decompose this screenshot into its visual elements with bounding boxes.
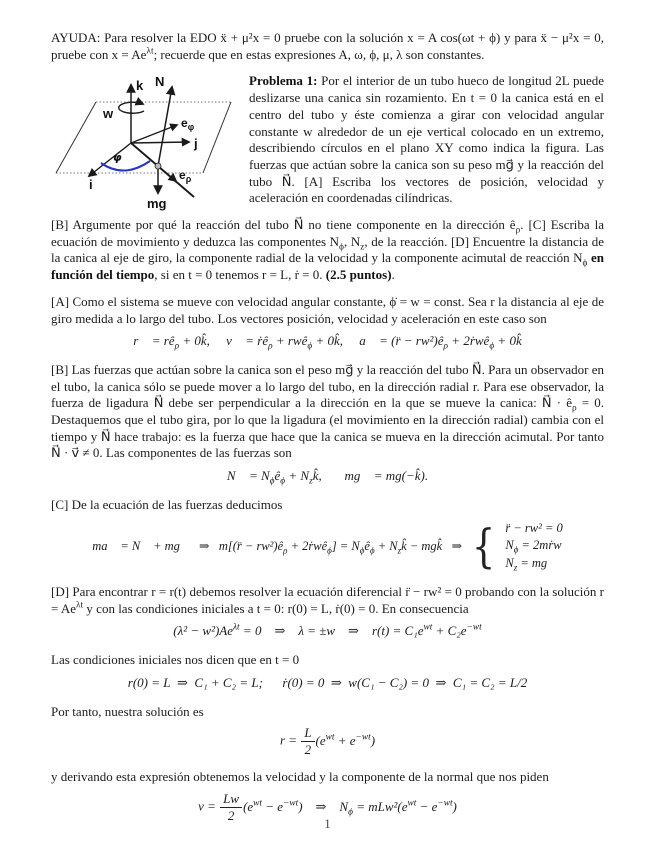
e-rho-arrow [158, 166, 176, 181]
solution-a-paragraph: [A] Como el sistema se mueve con velocidad angular constante, ϕ̇ = w = const. Sea r la distancia al eje de giro medida a lo largo del tubo. Los vectores posición, velocidad y aceleración en este caso son [51, 293, 604, 326]
problema-text: Por el interior de un tubo hueco de longitud 2L puede deslizarse una canica sin rozamiento. En t = 0 la canica está en el centro del tubo y éste comienza a girar con velocidad angular constante w alrededor de un eje vertical colocado en un extremo, describiendo círculos en el plano XY como indica la figura. Las fuerzas que actúan sobre la canica son su peso mg⃗ y la reacción del tubo N⃗. [A] Escriba los vectores de posición, velocidad y aceleración en coordenadas cilíndricas. [249, 73, 605, 206]
equation-prefix: v = [198, 798, 220, 814]
solution-b-paragraph: [B] Las fuerzas que actúan sobre la canica son el peso mg⃗ y la reacción del tubo N⃗. Para un observador en el tubo, la canica sólo se puede mover a lo largo del tubo, en la dirección radial r. Para ese observador, la fuerza de ligadura N⃗ debe ser perpendicular a la dirección en la que se mueve la canica: N⃗ · $ê_\rho = 0$. Destaquemos que el tubo gira, por lo que la ligadura (el movimiento en la dirección radial) cambia con el tiempo y N⃗ hace trabajo: es la fuerza que hace que la canica se mueva en la dirección acimutal. Por tanto N⃗ · v⃗ ≠ 0. Las componentes de las fuerzas son [51, 361, 604, 461]
plane-left-edge [56, 102, 96, 173]
normal-force-label: N [155, 75, 165, 90]
cases-brace: { [472, 518, 496, 573]
case-line: r̈ − rw² = 0 [505, 520, 563, 535]
k-axis-label: k [136, 78, 144, 94]
equation-initial-conditions: r(0) = L ⇒ C₁ + C₂ = L; ṙ(0) = 0 ⇒ w(C₁ − C₂) = 0 ⇒ C₁ = C₂ = L/2 [127, 674, 528, 690]
equation-forces: N⃗ = $N_\phi ê_\phi$ + $N_zk̂$, mg⃗ = mg(−k̂). [226, 468, 429, 487]
e-phi-label: $e_\varphi$ [181, 116, 195, 133]
weight-label: mg [147, 196, 167, 212]
phi-angle-label: φ [113, 151, 122, 165]
derivando-paragraph: y derivando esta expresión obtenemos la velocidad y la componente de la normal que nos piden [51, 769, 549, 785]
equation-system [51, 520, 604, 573]
j-axis-label: j [194, 136, 198, 152]
ayuda-paragraph: AYUDA: Para resolver la EDO ẍ + μ²x = 0 pruebe con la solución x = A cos(ωt + ϕ) y para ẍ − μ²x = 0, pruebe con $x = Ae^{\lambda t}$; recuerde que en estas expresiones A, ω, ϕ, μ, λ son constantes. [51, 30, 604, 62]
equation-suffix: $(e^{wt} - e^{-wt})$ ⇒ $N_\phi = mLw^2(e^{wt} - e^{-wt})$ [243, 798, 457, 818]
case-line: $N_z$ = mg [505, 555, 548, 573]
solution-d-paragraph: [D] Para encontrar r = r(t) debemos resolver la ecuación diferencial r̈ − rw² = 0 probando con la solución $r = Ae^{\lambda t}$ y con las condiciones iniciales a t = 0: r(0) = L, ṙ(0) = 0. En consecuencia [51, 584, 604, 616]
figure-diagram [51, 75, 237, 213]
plane-right-edge [203, 102, 231, 173]
e-rho-label: $e_\rho$ [179, 168, 192, 185]
fraction: $\frac{L}{2}$ [301, 726, 314, 757]
case-line: $N_\phi$ = 2mṙw [505, 538, 562, 555]
problem-block [51, 73, 604, 283]
e-phi-arrow [131, 125, 177, 143]
j-axis-arrow [131, 142, 189, 143]
equation-r-of-t [51, 726, 604, 757]
normal-force-arrow [158, 87, 172, 166]
cylindrical-coordinates-diagram [51, 75, 237, 213]
equation-vectors: r⃗ = $rê_\rho$ + 0k̂, v⃗ = ṙê$_\rho$ + rwê$_\phi$ + 0k̂, a⃗ = (r̈ − $rw^2)ê_\rho$ + 2ṙwê$_\phi$ + 0k̂ [133, 333, 522, 352]
solution-c-intro: [C] De la ecuación de las fuerzas deducimos [51, 496, 283, 512]
page-number: 1 [324, 816, 331, 831]
fraction: $\frac{Lw}{2}$ [220, 792, 242, 823]
por-tanto-paragraph: Por tanto, nuestra solución es [51, 703, 204, 719]
i-axis-label: i [89, 177, 93, 193]
marble [155, 163, 161, 169]
equation-prefix: r = [279, 732, 301, 748]
equation-ode-solution: $(\lambda^2 - w^2)Ae^{\lambda t} = 0$ ⇒ λ = ±w ⇒ $r(t) = C_1e^{wt} + C_2e^{-wt}$ [173, 623, 482, 639]
equation-system-left: ma⃗ = N⃗ + mg⃗ ⇒ m[(r̈ − $rw^2)ê_\rho$ + 2ṙwê$_\phi$] = $N_\phi ê_\phi$ + $N_zk̂$ − mgk̂ ⇒ [92, 538, 463, 556]
problema-lead: Problema 1: [249, 73, 318, 89]
equation-suffix: $(e^{wt} + e^{-wt})$ [315, 732, 376, 748]
phi-angle-arc [101, 161, 150, 171]
initial-conditions-paragraph: Las condiciones iniciales nos dicen que en t = 0 [51, 652, 300, 668]
enunciado-bcd-paragraph: [B] Argumente por qué la reacción del tubo N⃗ no tiene componente en la dirección $ê_\rho$. [C] Escriba la ecuación de movimiento y deduzca las componentes $N_\phi$, $N_z$, de la reacción. [D] Encuentre la distancia de la canica al eje de giro, la componente radial de la velocidad y la componente acimutal de reacción $N_\phi$ en función del tiempo, si en t = 0 tenemos r = L, ṙ = 0. (2.5 puntos). [51, 217, 604, 283]
cases-list [505, 520, 562, 573]
angular-velocity-label: w [103, 106, 114, 122]
